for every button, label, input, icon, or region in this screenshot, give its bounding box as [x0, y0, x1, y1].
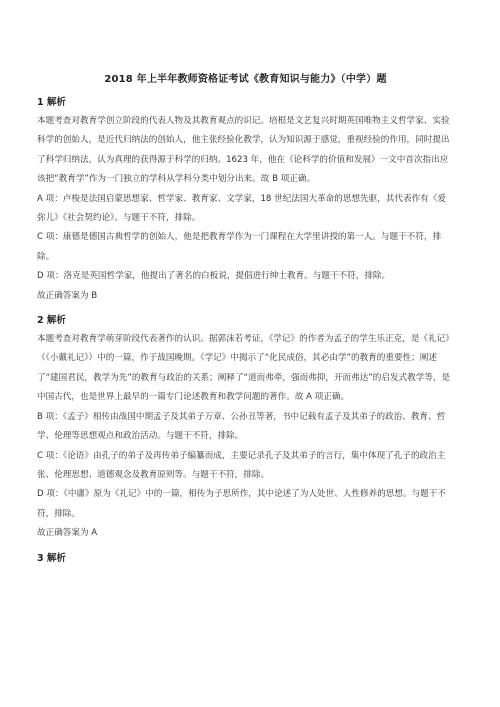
section-1-answer: 故正确答案为 B — [37, 290, 98, 301]
section-2-paragraph-4: D 项：《中庸》原为《礼记》中的一篇，相传为子思所作，其中论述了为人处世、人性修养的思想。与题干不符，排除。 — [37, 489, 446, 519]
section-1-paragraph-1: 本题考查对教育学创立阶段的代表人物及其教育观点的识记。培根是文艺复兴时期英国唯物主义哲学家、实验科学的创始人，是近代归纳法的创始人，他主张经验化教学，认为知识源于感觉，重视经验的作用，同时提出了科学归纳法，认为真理的获得源于科学的归纳。1623 年，他在《论科学的价值和发展》一文中首次指出应该把“教育学”作为一门独立的学科从学科分类中划分出来。故 B 项正确。 — [37, 116, 450, 185]
section-2-answer: 故正确答案为 A — [37, 528, 98, 539]
document-title: 2018 年上半年教师资格证考试《教育知识与能力》（中学）题 — [104, 74, 387, 85]
section-2-paragraph-1: 本题考查对教育学萌芽阶段代表著作的认识。据郭沫若考证，《学记》的作者为孟子的学生乐正克，是《礼记》（《小戴礼记》）中的一篇，作于战国晚期。《学记》中揭示了“化民成俗，其必由学”的教育的重要性；阐述了“建国君民，教学为先”的教育与政治的关系；阐释了“道而弗牵，强而弗抑，开而弗达”的启发式教学等，是中国古代，也是世界上最早的一篇专门论述教育和教学问题的著作。故 A 项正确。 — [37, 334, 454, 403]
section-2-paragraph-2: B 项：《孟子》相传由战国中期孟子及其弟子万章、公孙丑等著，书中记载有孟子及其弟子的政治、教育、哲学、伦理等思想观点和政治活动。与题干不符，排除。 — [37, 411, 446, 442]
section-1-paragraph-3: C 项：康德是德国古典哲学的创始人，他是把教育学作为一门课程在大学里讲授的第一人。与题干不符，排除。 — [37, 232, 442, 262]
section-1-paragraph-2: A 项：卢梭是法国启蒙思想家、哲学家、教育家、文学家，18 世纪法国大革命的思想先驱，其代表作有《爱弥儿》《社会契约论》。与题干不符，排除。 — [37, 193, 446, 224]
section-heading-3: 3 解析 — [37, 552, 66, 564]
section-heading-2: 2 解析 — [37, 315, 66, 327]
section-2-paragraph-3: C 项：《论语》由孔子的弟子及再传弟子编纂而成，主要记录孔子及其弟子的言行，集中体现了孔子的政治主张、伦理思想、道德观念及教育原则等。与题干不符，排除。 — [37, 450, 446, 480]
section-heading-1: 1 解析 — [37, 97, 66, 108]
section-1-paragraph-4: D 项：洛克是英国哲学家，他提出了著名的白板说，提倡进行绅士教育。与题干不符，排除。 — [37, 271, 391, 282]
